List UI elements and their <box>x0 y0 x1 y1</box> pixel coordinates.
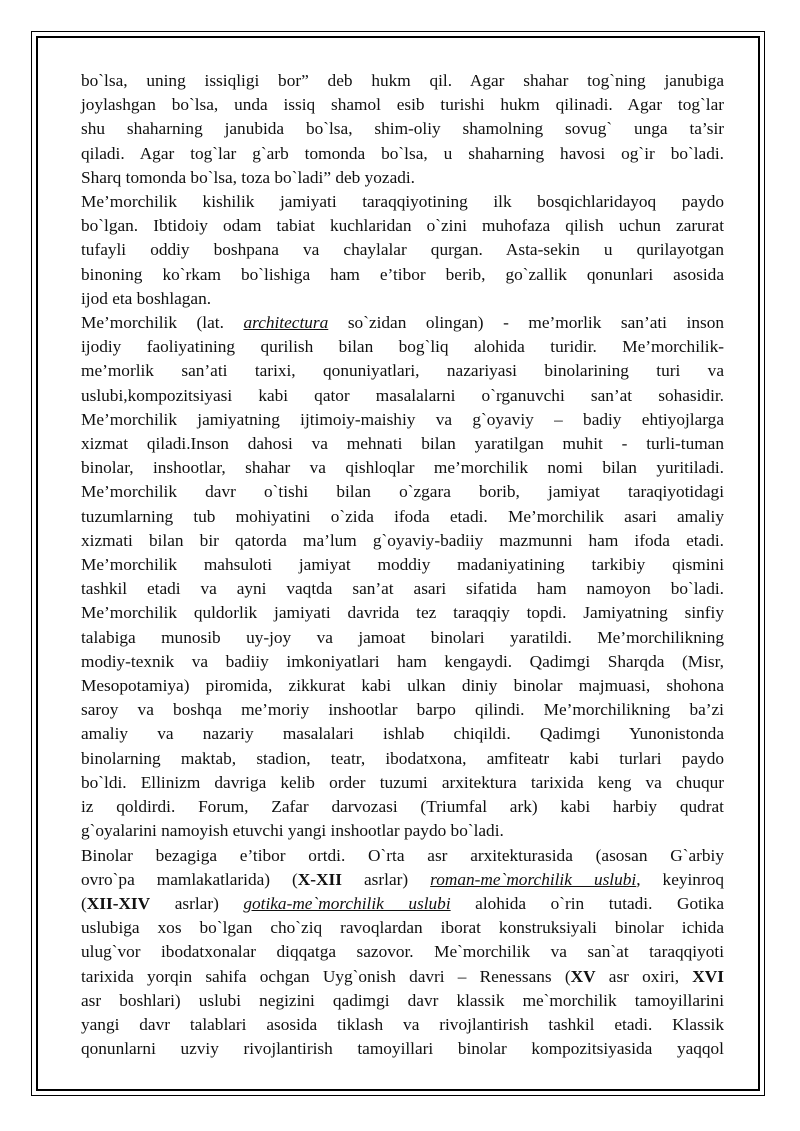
century-range: X-XII <box>297 869 342 889</box>
text-run: , keyinroq <box>636 869 724 889</box>
text-run: ovro`pa mamlakatlarida) ( <box>81 869 298 889</box>
term-roman-style: roman-me`morchilik uslubi <box>430 869 637 889</box>
text-line: uslubiga xos bo`lgan cho`ziq ravoqlardan iborat konstruksiyali binolar ichida <box>81 918 724 938</box>
text-line: amaliy va nazariy masalalari ishlab chiqildi. Qadimgi Yunonistonda <box>81 724 724 744</box>
text-line: joylashgan bo`lsa, unda issiq shamol esib turishi hukm qilinadi. Agar tog`lar <box>81 95 724 115</box>
text-line: Mesopotamiya) piromida, zikkurat kabi ulkan diniy binolar majmuasi, shohona <box>81 676 724 696</box>
text-line: saroy va boshqa me’moriy inshootlar barpo qilindi. Me’morchilikning ba’zi <box>81 700 724 720</box>
text-line <box>81 868 724 892</box>
text-run: alohida o`rin tutadi. Gotika <box>450 893 724 913</box>
text-line: asr boshlari) uslubi negizini qadimgi davr klassik me`morchilik tamoyillarini <box>81 990 724 1010</box>
text-line: talabiga munosib uy-joy va jamoat binolari yaratildi. Me’morchilikning <box>81 627 724 647</box>
text-line: binolar, inshootlar, shahar va qishloqlar me’morchilik nomi bilan yuritiladi. <box>81 458 724 478</box>
text-line: Me’morchilik davr o`tishi bilan o`zgara borib, jamiyat taraqiyotidagi <box>81 482 724 502</box>
text-line: ulug`vor ibodatxonalar diqqatga sazovor. Me`morchilik va san`at taraqqiyoti <box>81 942 724 962</box>
text-run: so`zidan olingan) - me’morlik san’ati inson <box>328 313 724 333</box>
paragraph-4 <box>81 844 724 1062</box>
text-run: tarixida yorqin sahifa ochgan Uyg`onish davri – Renessans ( <box>81 966 571 986</box>
text-line: yangi davr talablari asosida tiklash va rivojlantirish tashkil etadi. Klassik <box>81 1014 724 1034</box>
paragraph-1 <box>81 69 724 190</box>
text-line: tashkil etadi va ayni vaqtda san’at asari sifatida ham namoyon bo`ladi. <box>81 579 724 599</box>
text-line: Binolar bezagiga e’tibor ortdi. O`rta asr arxitekturasida (asosan G`arbiy <box>81 845 724 865</box>
text-run: Me’morchilik (lat. <box>81 313 244 333</box>
text-line: bo`lsa, uning issiqligi bor” deb hukm qil. Agar shahar tog`ning janubiga <box>81 71 724 90</box>
century-range: XVI <box>692 966 724 986</box>
text-line: iz qoldirdi. Forum, Zafar darvozasi (Triumfal ark) kabi harbiy qudrat <box>81 797 724 817</box>
text-line: tufayli oddiy boshpana va chaylalar qurgan. Asta-sekin u qurilayotgan <box>81 240 724 260</box>
text-line: tuzumlarning tub mohiyatini o`zida ifoda etadi. Me’morchilik asari amaliy <box>81 506 724 526</box>
text-line <box>81 892 724 916</box>
text-run: ( <box>81 893 87 913</box>
text-line: g`oyalarini namoyish etuvchi yangi inshootlar paydo bo`ladi. <box>81 821 504 841</box>
century-range: XV <box>570 966 596 986</box>
text-line: qonunlarni uzviy rivojlantirish tamoyillari binolar kompozitsiyasida yaqqol <box>81 1039 724 1059</box>
text-line: Me’morchilik mahsuloti jamiyat moddiy madaniyatining tarkibiy qismini <box>81 555 724 575</box>
text-run: asrlar) <box>341 869 431 889</box>
text-line: uslubi,kompozitsiyasi kabi qator masalalarni o`rganuvchi san’at sohasidir. <box>81 385 724 405</box>
text-run: asr oxiri, <box>595 966 693 986</box>
term-architectura: architectura <box>243 313 329 333</box>
text-line <box>81 965 724 989</box>
text-line: shu shaharning janubida bo`lsa, shim-oliy shamolning sovug` unga ta’sir <box>81 119 724 139</box>
text-line: Me’morchilik kishilik jamiyati taraqqiyotining ilk bosqichlaridayoq paydo <box>81 192 724 212</box>
text-line: binoning ko`rkam bo`lishiga ham e’tibor berib, go`zallik qonunlari asosida <box>81 264 724 284</box>
paragraph-2 <box>81 190 724 311</box>
text-line: modiy-texnik va badiiy imkoniyatlari ham kengaydi. Qadimgi Sharqda (Misr, <box>81 651 724 671</box>
text-line: Sharq tomonda bo`lsa, toza bo`ladi” deb yozadi. <box>81 167 416 187</box>
text-line: ijod eta boshlagan. <box>81 288 212 308</box>
text-run: asrlar) <box>150 893 244 913</box>
text-line: Me’morchilik quldorlik jamiyati davrida tez taraqqiy topdi. Jamiyatning sinfiy <box>81 603 724 623</box>
document-body <box>81 69 724 1061</box>
term-gothic-style: gotika-me`morchilik uslubi <box>243 893 451 913</box>
century-range: XII-XIV <box>86 893 151 913</box>
text-line: xizmati bilan bir qatorda ma’lum g`oyaviy-badiiy mazmunni ham ifoda etadi. <box>81 530 724 550</box>
text-line: bo`lgan. Ibtidoiy odam tabiat kuchlaridan o`zini muhofaza qilish uchun zarurat <box>81 216 724 236</box>
text-line <box>81 311 724 335</box>
paragraph-3 <box>81 311 724 843</box>
text-line: me’morlik san’ati tarixi, qonuniyatlari, nazariyasi binolarining turi va <box>81 361 724 381</box>
text-line: binolarning maktab, stadion, teatr, ibodatxona, amfiteatr kabi turlari paydo <box>81 748 724 768</box>
text-line: qiladi. Agar tog`lar g`arb tomonda bo`lsa, u shaharning havosi og`ir bo`ladi. <box>81 143 724 163</box>
text-line: bo`ldi. Ellinizm davriga kelib order tuzumi arxitektura tarixida keng va chuqur <box>81 772 724 792</box>
text-line: Me’morchilik jamiyatning ijtimoiy-maishiy va g`oyaviy – badiy ehtiyojlarga <box>81 409 724 429</box>
text-line: xizmat qiladi.Inson dahosi va mehnati bilan yaratilgan muhit - turli-tuman <box>81 434 724 454</box>
text-line: ijodiy faoliyatining qurilish bilan bog`liq alohida turidir. Me’morchilik- <box>81 337 724 357</box>
